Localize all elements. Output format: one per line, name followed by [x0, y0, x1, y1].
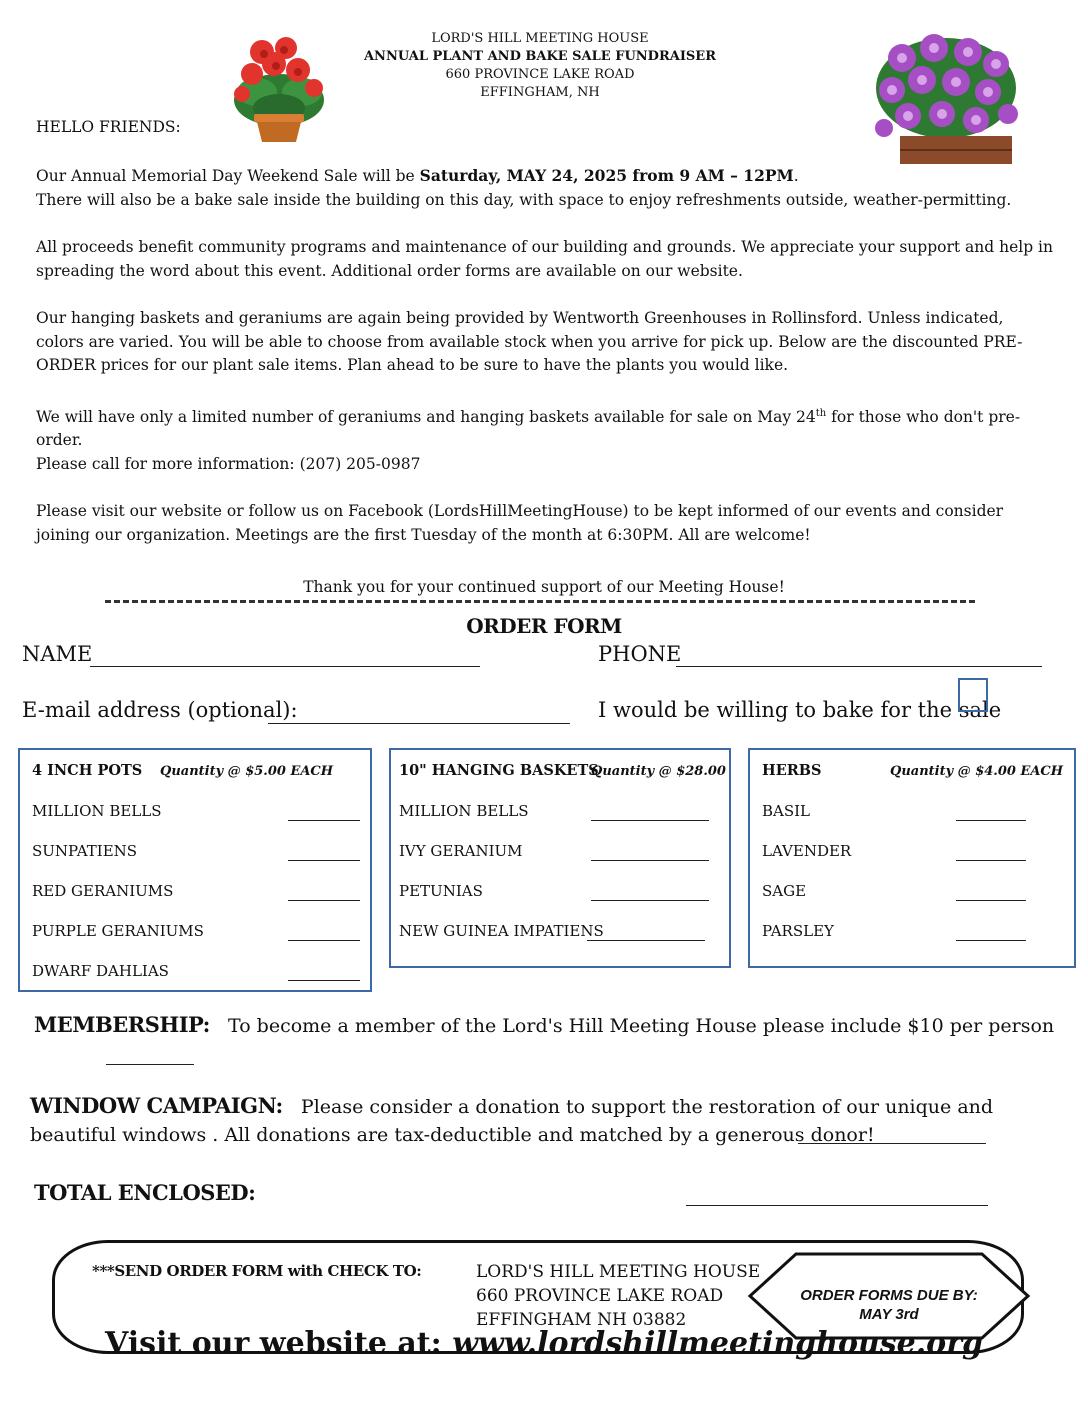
- send-address-line: 660 PROVINCE LAKE ROAD: [476, 1286, 724, 1306]
- name-input[interactable]: [90, 666, 480, 667]
- paragraph-sale-date: [36, 164, 1056, 212]
- pots-item: MILLION BELLS: [32, 802, 162, 820]
- paragraph-facebook: Please visit our website or follow us on Facebook (LordsHillMeetingHouse) to be kept informed of our events and consider joining our organization. Meetings are the first Tuesday of the month at 6:30PM. All are welcome!: [36, 502, 1004, 544]
- baskets-qty-input[interactable]: [591, 900, 709, 901]
- dashed-divider: [105, 600, 975, 603]
- limited-text: We will have only a limited number of geraniums and hanging baskets available for sale on May 24: [36, 407, 816, 426]
- herbs-qty-input[interactable]: [956, 940, 1026, 941]
- window-campaign: [30, 1092, 1040, 1149]
- website-link[interactable]: www.lordshillmeetinghouse.org: [452, 1326, 983, 1361]
- pots-box: [18, 748, 372, 992]
- herbs-qty-input[interactable]: [956, 900, 1026, 901]
- pots-item: DWARF DAHLIAS: [32, 962, 169, 980]
- email-input[interactable]: [268, 723, 570, 724]
- order-form-title: ORDER FORM: [466, 614, 622, 638]
- window-donation-input[interactable]: [798, 1143, 986, 1144]
- pots-qty-input[interactable]: [288, 900, 360, 901]
- herbs-item: SAGE: [762, 882, 807, 900]
- email-label: E-mail address (optional):: [22, 698, 298, 722]
- thanks-line: Thank you for your continued support of our Meeting House!: [303, 578, 785, 596]
- header-event: ANNUAL PLANT AND BAKE SALE FUNDRAISER: [363, 49, 717, 64]
- pots-qty-input[interactable]: [288, 940, 360, 941]
- header-road: 660 PROVINCE LAKE ROAD: [445, 67, 635, 82]
- send-label: ***SEND ORDER FORM with CHECK TO:: [92, 1262, 422, 1280]
- herbs-title: HERBS: [762, 762, 822, 779]
- baskets-item: IVY GERANIUM: [399, 842, 523, 860]
- baskets-item: MILLION BELLS: [399, 802, 529, 820]
- pots-item: SUNPATIENS: [32, 842, 138, 860]
- herbs-box: [748, 748, 1076, 968]
- pots-qty-input[interactable]: [288, 860, 360, 861]
- herbs-price: Quantity @ $4.00 EACH: [890, 764, 1064, 779]
- baskets-item: NEW GUINEA IMPATIENS: [399, 922, 604, 940]
- bake-checkbox[interactable]: [958, 678, 988, 712]
- name-label: NAME: [22, 642, 93, 666]
- herbs-qty-input[interactable]: [956, 820, 1026, 821]
- herbs-qty-input[interactable]: [956, 860, 1026, 861]
- send-address: [476, 1260, 760, 1332]
- herbs-item: LAVENDER: [762, 842, 852, 860]
- phone-label: PHONE: [598, 642, 682, 666]
- greeting: HELLO FRIENDS:: [36, 118, 181, 136]
- due-label: ORDER FORMS DUE BY:: [800, 1287, 978, 1304]
- phone-info: Please call for more information: (207) 205-0987: [36, 454, 421, 473]
- baskets-qty-input[interactable]: [587, 940, 705, 941]
- baskets-qty-input[interactable]: [591, 860, 709, 861]
- baskets-price: Quantity @ $28.00: [591, 764, 726, 779]
- limited-text-end: for those who don't pre-order.: [36, 407, 1021, 450]
- bake-sale-note: There will also be a bake sale inside the building on this day, with space to enjoy refreshments outside, weather-permitting.: [36, 190, 1012, 209]
- header-org: LORD'S HILL MEETING HOUSE: [431, 31, 649, 46]
- ordinal-suffix: th: [815, 407, 827, 419]
- bake-label: I would be willing to bake for the sale: [598, 698, 1002, 722]
- pots-item: PURPLE GERANIUMS: [32, 922, 204, 940]
- herbs-item: BASIL: [762, 802, 811, 820]
- pots-title: 4 INCH POTS: [32, 762, 143, 779]
- window-label: WINDOW CAMPAIGN:: [30, 1093, 283, 1118]
- baskets-box: [389, 748, 731, 968]
- pots-price: Quantity @ $5.00 EACH: [160, 764, 334, 779]
- phone-input[interactable]: [676, 666, 1042, 667]
- petunia-planter-icon: [872, 28, 1020, 168]
- geranium-pot-icon: [222, 30, 337, 145]
- letter-body: [36, 164, 1056, 571]
- due-date-text: [780, 1286, 998, 1324]
- pots-qty-input[interactable]: [288, 980, 360, 981]
- header: [300, 30, 780, 102]
- baskets-qty-input[interactable]: [591, 820, 709, 821]
- due-date: MAY 3rd: [859, 1306, 919, 1323]
- paragraph-limited: [36, 402, 1056, 477]
- membership-text: To become a member of the Lord's Hill Meeting House please include $10 per person: [228, 1015, 1055, 1037]
- sale-date: Saturday, MAY 24, 2025 from 9 AM – 12PM: [419, 166, 794, 185]
- website-prefix: Visit our website at:: [105, 1326, 453, 1361]
- baskets-title: 10" HANGING BASKETS: [399, 762, 599, 779]
- herbs-item: PARSLEY: [762, 922, 834, 940]
- membership-label: MEMBERSHIP:: [34, 1012, 210, 1037]
- membership-amount-input[interactable]: [106, 1064, 194, 1065]
- pots-qty-input[interactable]: [288, 820, 360, 821]
- pots-item: RED GERANIUMS: [32, 882, 174, 900]
- total-label: TOTAL ENCLOSED:: [34, 1180, 256, 1205]
- paragraph-proceeds: All proceeds benefit community programs and maintenance of our building and grounds. We appreciate your support and help in spreading the word about this event. Additional order forms are available on our website.: [36, 238, 1053, 280]
- baskets-item: PETUNIAS: [399, 882, 483, 900]
- header-town: EFFINGHAM, NH: [480, 85, 600, 100]
- sale-period: .: [793, 167, 799, 185]
- window-text: Please consider a donation to support the restoration of our unique and beautiful windows . All donations are tax-deductible and matched by a generous donor!: [30, 1096, 994, 1146]
- total-input[interactable]: [686, 1205, 988, 1206]
- send-address-line: LORD'S HILL MEETING HOUSE: [476, 1262, 761, 1282]
- website-line: [0, 1326, 1088, 1361]
- send-address-line: EFFINGHAM NH 03882: [476, 1310, 687, 1330]
- sale-intro: Our Annual Memorial Day Weekend Sale will be: [36, 167, 420, 185]
- paragraph-greenhouse: Our hanging baskets and geraniums are again being provided by Wentworth Greenhouses in Rollinsford. Unless indicated, colors are varied. You will be able to choose from available stock when you arrive for pick up. Below are the discounted PRE-ORDER prices for our plant sale items. Plan ahead to be sure to have the plants you would like.: [36, 309, 1023, 374]
